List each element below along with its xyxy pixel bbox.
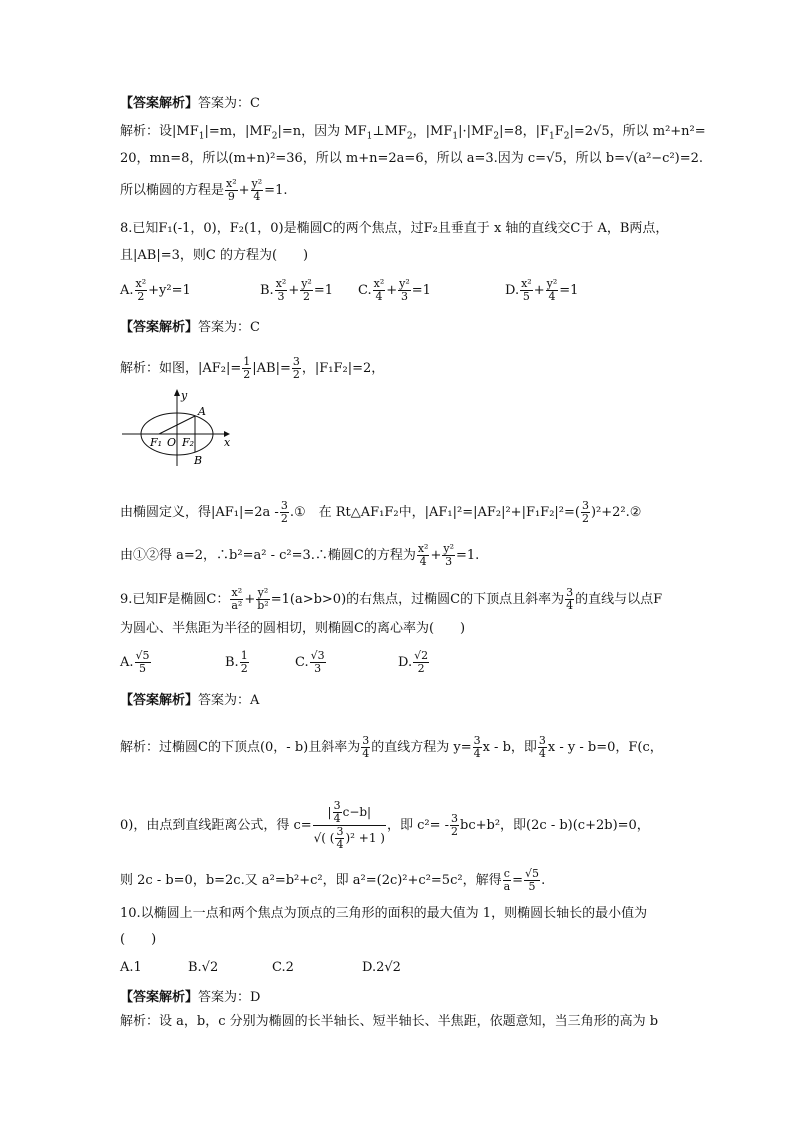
label-b: B [194, 454, 203, 467]
label-x: x [224, 436, 231, 449]
question-8-line-2: 且|AB|=3，则C 的方程为( ) [120, 248, 309, 263]
solution-8-line-1: 解析：如图，|AF₂|= $\frac{1}{2}$ |AB|= $\frac{3}{2}$ ，|F₁F₂|=2， [120, 355, 385, 381]
label-f1: F₁ [150, 436, 163, 449]
answer-line-9: 【答案解析】答案为：A [120, 693, 260, 708]
option-a: A.1 [120, 960, 142, 975]
answer-line-7 [120, 96, 260, 112]
option-a: A. $\frac{\text{x²}}{2}$ +y²=1 [120, 277, 191, 303]
option-d: D. $\frac{\text{x²}}{5}$ + $\frac{\text{y²}}{4}$ =1 [505, 277, 579, 303]
ellipse-figure [120, 388, 240, 468]
option-d: D. $\frac{√2}{2}$ [398, 649, 429, 675]
solution-8-line-3: 由①②得 a=2，∴b²=a² - c²=3.∴椭圆C的方程为 $\frac{\text{x²}}{4}$ + $\frac{\text{y²}}{3}$ =1. [120, 542, 480, 568]
answer-text: 答案为：C [198, 96, 260, 111]
solution-9-line-1: 解析：过椭圆C的下顶点(0，- b)且斜率为 $\frac{3}{4}$ 的直线方程为 y= $\frac{3}{4}$ x - b，即 $\frac{3}{4}$ x - y - b=0，F(c， [120, 734, 663, 760]
option-c: C.2 [272, 960, 294, 975]
question-9-line-1: 9.已知F是椭圆C： $\frac{\text{x²}}{\text{a²}}$ + $\frac{\text{y²}}{\text{b²}}$ =1(a>b>0)的右焦点，过椭圆C的下顶点且斜率为 $\frac{3}{4}$ 的直线与以点F [120, 586, 663, 612]
question-9-line-2: 为圆心、半焦距为半径的圆相切，则椭圆C的离心率为( ) [120, 621, 466, 636]
answer-tag: 【答案解析】 [120, 96, 199, 111]
option-b: B. $\frac{\text{x²}}{3}$ + $\frac{\text{y²}}{2}$ =1 [260, 277, 334, 303]
fraction: $\frac{\text{x²}}{9}$ [226, 177, 237, 203]
question-10-line-2: ( ) [120, 932, 157, 947]
solution-8-line-2: 由椭圆定义，得|AF₁|=2a - $\frac{3}{2}$ .① 在 Rt△AF₁F₂中，|AF₁|²=|AF₂|²+|F₁F₂|²=( $\frac{3}{2}$ )²+2².② [120, 499, 642, 525]
option-b: B.√2 [188, 960, 219, 975]
option-a: A. $\frac{√5}{5}$ [120, 649, 150, 675]
solution-9-line-2: 0)，由点到直线距离公式，得 c= | $\frac{3}{4}$ c−b| √( ( $\frac{3}{4}$ )² +1 ) ，即 c²= - $\frac{3}{2}$ bc+b²，即(2c - b)(c+2b)=0， [120, 799, 650, 851]
label-y: y [181, 389, 188, 402]
label-f2: F₂ [182, 436, 195, 449]
option-b: B. $\frac{1}{2}$ [225, 649, 248, 675]
solution-7-line-2: 20，mn=8，所以(m+n)²=36，所以 m+n=2a=6，所以 a=3.因为 c=√5，所以 b=√(a²−c²)=2. [120, 151, 704, 166]
label-a: A [198, 405, 206, 418]
solution-7-line-3: 所以椭圆的方程是 $\frac{\text{x²}}{9}$ + $\frac{\text{y²}}{4}$ =1. [120, 177, 288, 203]
option-c: C. $\frac{√3}{3}$ [295, 649, 325, 675]
answer-line-8: 【答案解析】答案为：C [120, 320, 260, 335]
question-10-line-1: 10.以椭圆上一点和两个焦点为顶点的三角形的面积的最大值为 1，则椭圆长轴长的最小值为 [120, 906, 648, 921]
question-8-line-1: 8.已知F₁(-1，0)，F₂(1，0)是椭圆C的两个焦点，过F₂且垂直于 x 轴的直线交C于 A，B两点， [120, 221, 669, 236]
answer-line-10: 【答案解析】答案为：D [120, 990, 261, 1005]
label-o: O [167, 436, 177, 449]
distance-fraction: | $\frac{3}{4}$ c−b| √( ( $\frac{3}{4}$ )² +1 ) [313, 799, 385, 851]
option-c: C. $\frac{\text{x²}}{4}$ + $\frac{\text{y²}}{3}$ =1 [358, 277, 431, 303]
option-d: D.2√2 [362, 960, 401, 975]
solution-7-line-1: 解析：设$|MF_1|=m$，$|MF_2|=n$，因为 $MF_1\perp MF_2$，$|MF_1|\cdot|MF_2|=8$，$|F_1F_2|=2√5$，所以 m²+n²= [120, 124, 706, 142]
solution-10-line-1: 解析：设 a，b，c 分别为椭圆的长半轴长、短半轴长、半焦距，依题意知，当三角形的高为 b [120, 1014, 659, 1029]
solution-9-line-3: 则 2c - b=0，b=2c.又 a²=b²+c²，即 a²=(2c)²+c²=5c²，解得 $\frac{c}{a}$ = $\frac{√5}{5}$ . [120, 867, 546, 893]
